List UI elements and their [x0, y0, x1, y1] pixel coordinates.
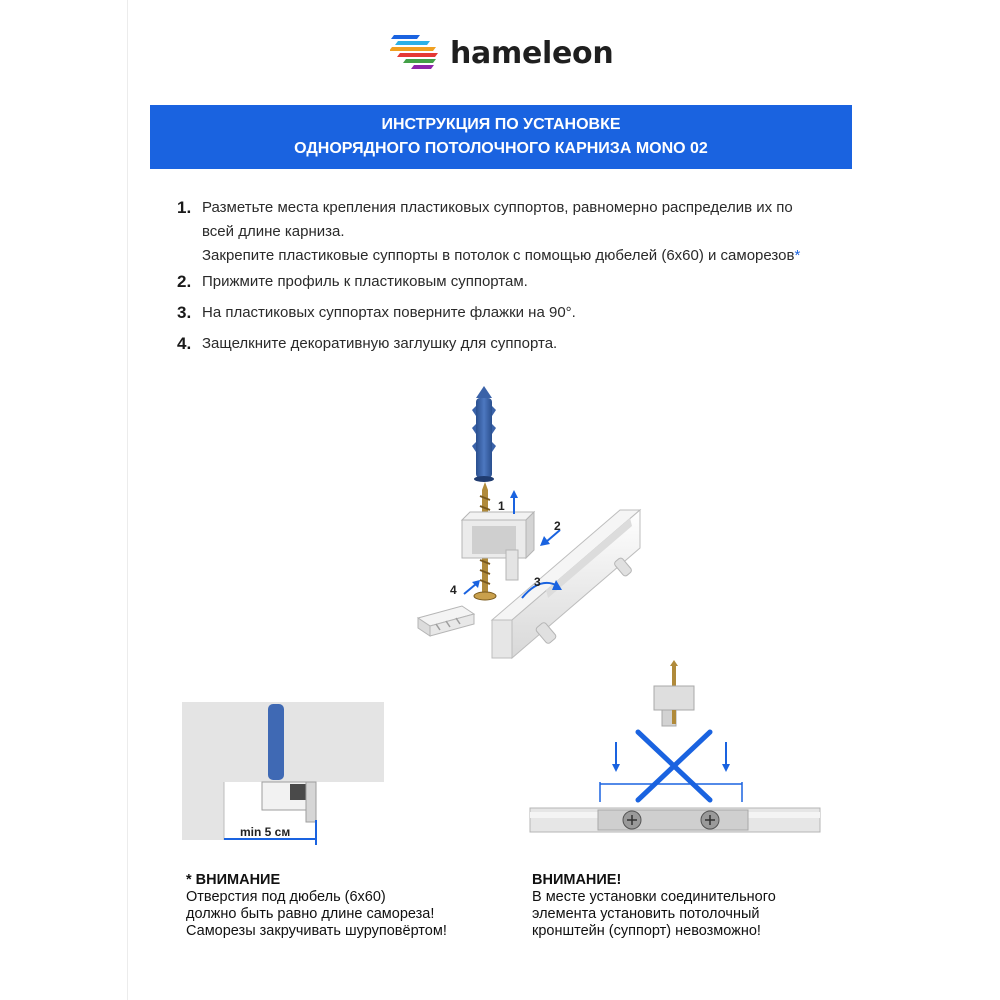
warning-line: Отверстия под дюбель (6х60) — [186, 889, 386, 905]
rail-profile-icon — [262, 782, 316, 822]
dowel-icon — [472, 386, 496, 482]
step-line: Разметьте места крепления пластиковых суппортов, равномерно распределив их по — [202, 199, 793, 216]
brand-logo — [390, 28, 613, 78]
footnote-star: * — [794, 247, 801, 264]
warning-title: * ВНИМАНИЕ — [186, 872, 281, 888]
step-line: Прижмите профиль к пластиковым суппортам. — [202, 273, 528, 290]
step-2 — [177, 270, 857, 294]
step-line: На пластиковых суппортах поверните флажки на 90°. — [202, 304, 576, 321]
callout-1: 1 — [498, 499, 505, 513]
page-edge — [127, 0, 128, 1000]
warning-line: элемента установить потолочный — [532, 906, 760, 922]
warning-line: Саморезы закручивать шуруповёртом! — [186, 923, 447, 939]
step-line-text: Закрепите пластиковые суппорты в потолок с помощью дюбелей (6х60) и саморезов — [202, 247, 795, 264]
step-text — [202, 332, 557, 356]
step-4 — [177, 332, 857, 356]
min-distance-label: min 5 см — [240, 825, 291, 839]
warning-line: кронштейн (суппорт) невозможно! — [532, 923, 761, 939]
forbidden-cross-icon — [638, 732, 710, 800]
banner-title-line1: ИНСТРУКЦИЯ ПО УСТАНОВКЕ — [381, 116, 621, 133]
assembly-diagram — [400, 380, 660, 680]
brand-name: hameleon — [450, 35, 614, 71]
connector-warning-diagram — [528, 660, 823, 845]
callout-3: 3 — [534, 575, 541, 589]
support-bracket-icon — [654, 660, 694, 726]
title-banner — [150, 105, 852, 169]
callout-4: 4 — [450, 583, 457, 597]
step-number: 1. — [177, 198, 192, 217]
wall-distance-diagram — [180, 700, 390, 850]
step-line: Защелкните декоративную заглушку для суппорта. — [202, 335, 558, 352]
hameleon-stripes-icon — [390, 31, 440, 75]
step-3 — [177, 301, 857, 325]
support-bracket-icon — [462, 512, 534, 580]
screw-head-icon — [701, 811, 719, 829]
step-line — [202, 244, 800, 268]
dowel-icon — [268, 704, 284, 780]
step-text — [202, 301, 576, 325]
warning-line: В месте установки соединительного — [532, 889, 776, 905]
step-line: всей длине карниза. — [202, 223, 345, 240]
callout-2: 2 — [554, 519, 561, 533]
step-text — [202, 196, 800, 268]
step-number: 3. — [177, 303, 192, 322]
screw-head-icon — [623, 811, 641, 829]
rail-profile-icon — [530, 808, 820, 832]
warning-title: ВНИМАНИЕ! — [532, 872, 622, 888]
step-text — [202, 270, 528, 294]
warning-line: должно быть равно длине самореза! — [186, 906, 435, 922]
end-cap-icon — [418, 606, 474, 636]
banner-title-line2: ОДНОРЯДНОГО ПОТОЛОЧНОГО КАРНИЗА MONO 02 — [294, 140, 708, 157]
step-1 — [177, 196, 857, 268]
step-number: 2. — [177, 272, 192, 291]
warning-right — [532, 872, 776, 940]
step-number: 4. — [177, 334, 192, 353]
instruction-steps — [177, 196, 857, 356]
warning-left — [186, 872, 447, 940]
